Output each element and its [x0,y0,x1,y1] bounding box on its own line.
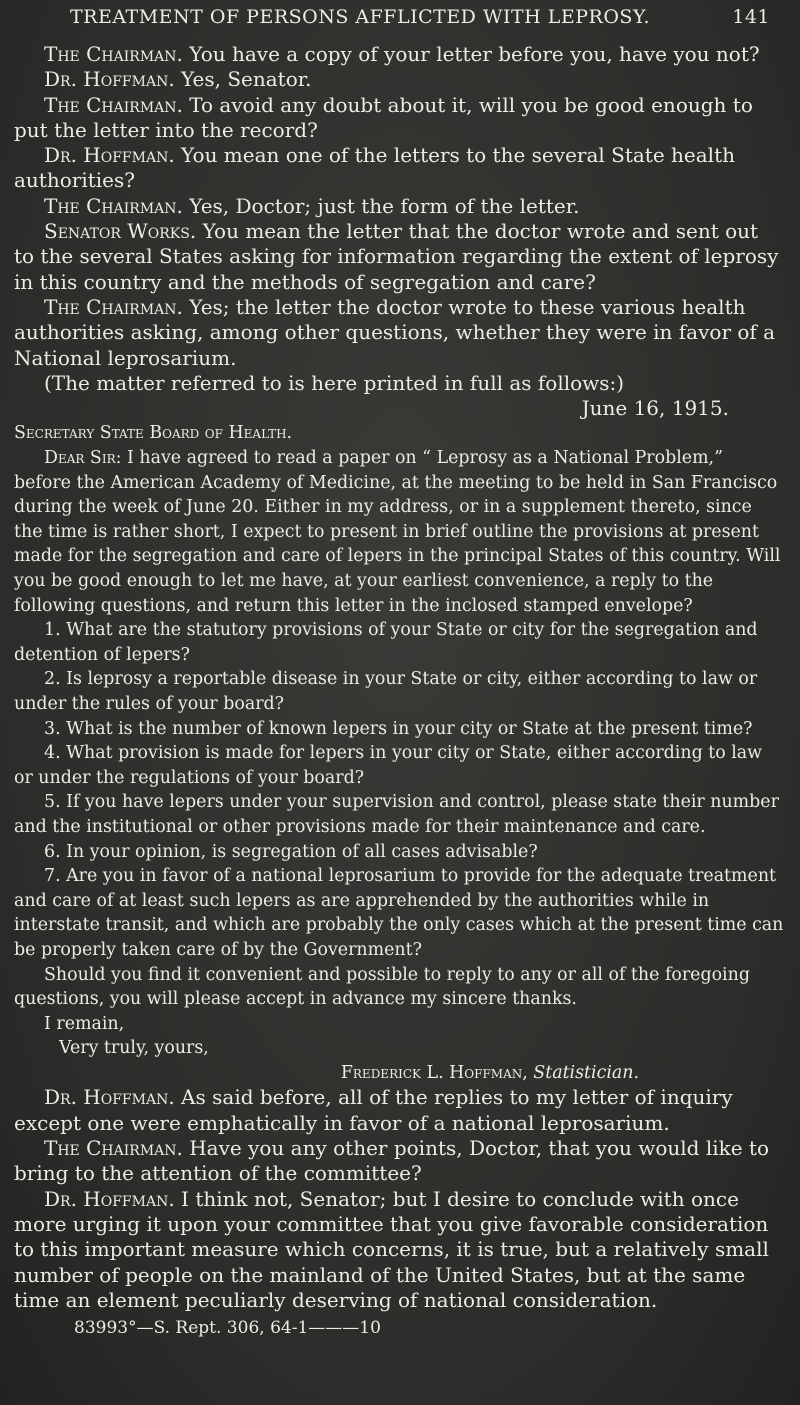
speaker: Senator Works. [44,219,197,244]
paragraph-text: Yes, Senator. [174,67,312,92]
signer-title: Statistician. [527,1062,639,1083]
paragraph-text: You mean the letter that the doctor wrote and sent out to the several States asking for information regarding the extent of leprosy in this country and the methods of segregation and care? [14,219,779,294]
letter-text: I have agreed to read a paper on “ Leprosy as a National Problem,” before the American Academy of Medicine, at the meeting to be held in San Francisco during the week of June 20. Either in my address, or in a supplement thereto, since the time is rather short, I expect to present in brief outline the provisions at present made for the segregation and care of lepers in the principal States of this country. Will you be good enough to let me have, at your earliest convenience, a reply to the following questions, and return this letter in the inclosed stamped envelope? [14,448,781,616]
signer-name: Frederick L. Hoffman, [340,1062,528,1083]
paragraph [14,1085,784,1136]
letter-yours: Very truly, yours, [59,1038,209,1059]
paragraph-text: I think not, Senator; but I desire to conclude with once more urging it upon your committee that you give favorable consideration to this important measure which concerns, it is true, but a relatively small number of people on the mainland of the United States, but at the same time an element peculiarly deserving of national consideration. [14,1186,769,1312]
speaker: The Chairman. [44,294,183,319]
paragraph-text: Have you any other points, Doctor, that you would like to bring to the attention of the committee? [14,1136,770,1186]
question-5: 5. If you have lepers under your supervision and control, please state their number and the institutional or other provisions made for their maintenance and care. [14,792,779,837]
page-number: 141 [732,6,770,28]
letter-remain: I remain, [44,1013,125,1034]
paragraph [14,1136,784,1187]
speaker: The Chairman. [44,193,183,218]
paragraph: (The matter referred to is here printed in full as follows:) [44,370,625,395]
letter-closing: Should you find it convenient and possible to reply to any or all of the foregoing questions, you will please accept in advance my sincere thanks. [14,964,750,1010]
question-4: 4. What provision is made for lepers in your city or State, either according to law or under the regulations of your board? [14,743,763,788]
question-6: 6. In your opinion, is segregation of all cases advisable? [44,841,538,862]
paragraph-text: As said before, all of the replies to my letter of inquiry except one were emphatically in favor of a national leprosarium. [14,1085,733,1135]
paragraph [14,194,784,219]
letter-signature [14,1061,784,1086]
speaker: The Chairman. [44,42,183,66]
speaker: Dr. Hoffman. [44,1085,175,1110]
paragraph [14,93,784,144]
paragraph [14,42,784,67]
paragraph [14,219,784,295]
speaker: Dr. Hoffman. [44,67,175,92]
speaker: Dr. Hoffman. [44,1186,175,1211]
paragraph [14,143,784,194]
footer-imprint: 83993°—S. Rept. 306, 64-1———10 [74,1318,381,1339]
speaker: The Chairman. [44,1136,183,1161]
paragraph [14,1187,784,1313]
question-3: 3. What is the number of known lepers in your city or State at the present time? [44,718,753,739]
letter-addressee: Secretary State Board of Health. [14,423,293,444]
question-2: 2. Is leprosy a reportable disease in your State or city, either according to law or under the rules of your board? [14,669,758,714]
paragraph-text: You mean one of the letters to the several State health authorities? [14,143,735,193]
paragraph-text: Yes, Doctor; just the form of the letter. [182,193,580,218]
speaker: The Chairman. [44,92,183,117]
speaker: Dr. Hoffman. [44,143,175,168]
paragraph-text: You have a copy of your letter before you, have you not? [182,42,760,66]
letter-date: June 16, 1915. [581,396,729,421]
question-7: 7. Are you in favor of a national leprosarium to provide for the adequate treatment and care of at least such lepers as are apprehended by the authorities while in interstate transit, and which are probably the only cases which at the present time can be properly taken care of by the Government? [14,866,784,960]
question-1: 1. What are the statutory provisions of your State or city for the segregation and detention of lepers? [14,620,758,665]
running-header [70,6,770,28]
paragraph-text: Yes; the letter the doctor wrote to these various health authorities asking, among other questions, whether they were in favor of a National leprosarium. [14,294,776,370]
paragraph-text: To avoid any doubt about it, will you be good enough to put the letter into the record? [14,92,753,142]
page-body [14,42,784,1356]
paragraph [14,67,784,92]
letter [14,396,784,1085]
salutation: Dear Sir: [44,448,122,469]
paragraph [14,295,784,371]
header-title: TREATMENT OF PERSONS AFFLICTED WITH LEPROSY. [70,6,651,28]
letter-opening [14,446,784,618]
